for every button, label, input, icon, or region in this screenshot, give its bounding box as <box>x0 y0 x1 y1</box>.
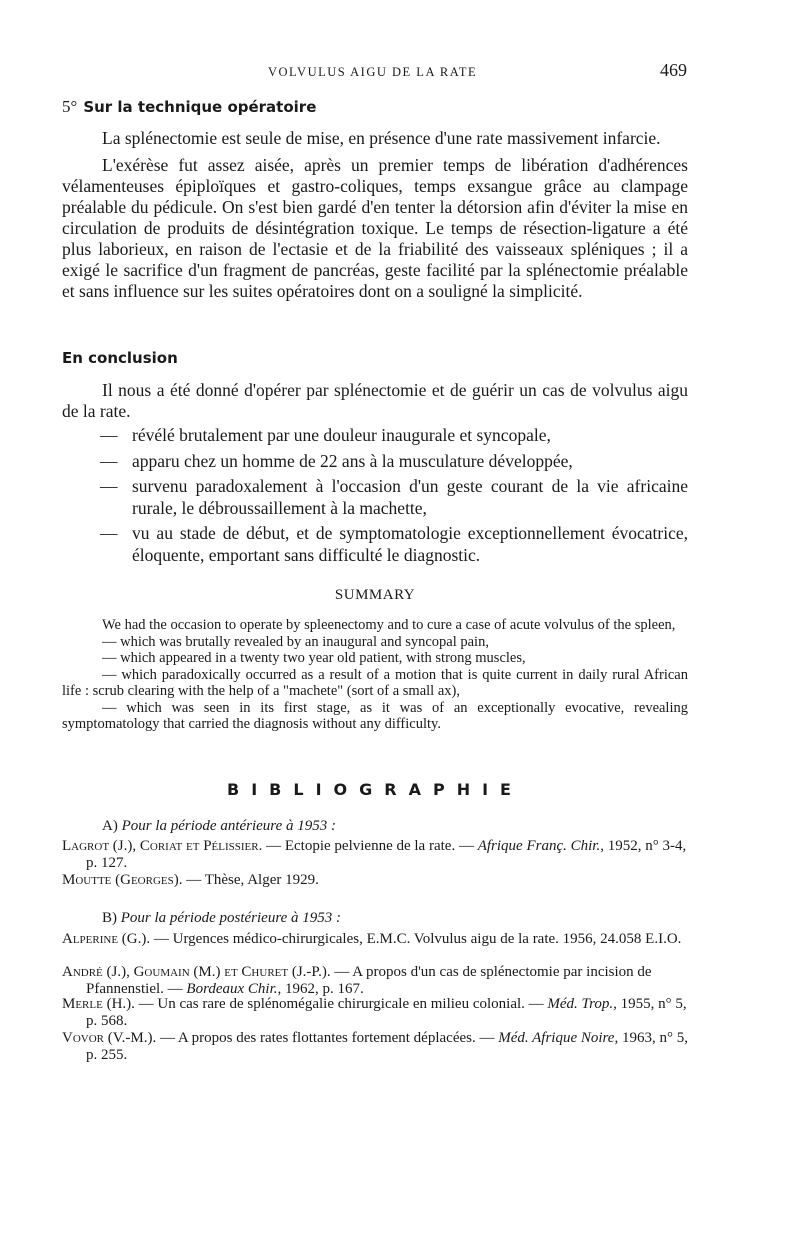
summary-line: — which was brutally revealed by an inaugural and syncopal pain, <box>102 633 489 650</box>
reference-entry <box>62 931 688 948</box>
reference-author: André (J.), Goumain (M.) et Churet (J.-P.). <box>62 964 331 980</box>
summary-body <box>62 617 688 733</box>
paragraph: La splénectomie est seule de mise, en présence d'une rate massivement infarcie. <box>102 128 661 148</box>
reference-text: — Urgences médico-chirurgicales, E.M.C. Volvulus aigu de la rate. 1956, 24.058 E.I.O. <box>150 931 682 947</box>
period-label: A) <box>102 818 118 834</box>
summary-line: — which appeared in a twenty two year old patient, with strong muscles, <box>102 650 526 666</box>
summary-title: SUMMARY <box>334 587 416 603</box>
reference-rest: , 1962, p. 167. <box>277 980 364 997</box>
reference-author: Alperine (G.). <box>62 931 151 947</box>
reference-journal: Méd. Trop. <box>547 996 614 1012</box>
conclusion-list <box>100 425 688 570</box>
reference-entry <box>62 1030 688 1063</box>
period-a-heading <box>102 818 336 835</box>
list-item: — révélé brutalement par une douleur inaugurale et syncopale, <box>100 425 688 447</box>
reference-rest: , 1963, n° 5, p. 255. <box>86 1030 688 1063</box>
section-body-technique <box>62 128 688 302</box>
period-b-heading <box>102 910 341 927</box>
reference-text: — Un cas rare de splénomégalie chirurgicale en milieu colonial. — <box>134 996 548 1012</box>
reference-rest: , 1955, n° 5, p. 568. <box>86 996 687 1029</box>
list-item: — apparu chez un homme de 22 ans à la musculature développée, <box>100 451 688 473</box>
reference-text: — Ectopie pelvienne de la rate. — <box>262 838 478 854</box>
paragraph: Il nous a été donné d'opérer par splénectomie et de guérir un cas de volvulus aigu de la rate. <box>62 380 688 421</box>
reference-journal: Bordeaux Chir. <box>186 980 278 997</box>
reference-entry <box>62 964 688 997</box>
summary-line: — which was seen in its first stage, as it was of an exceptionally evocative, revealing symptomatology that carried the diagnosis without any difficulty. <box>62 699 688 732</box>
section-heading-technique <box>62 97 316 117</box>
section-number: 5° <box>62 97 78 116</box>
list-item: — vu au stade de début, et de symptomatologie exceptionnellement évocatrice, éloquente, emportant sans difficulté le diagnostic. <box>100 523 688 566</box>
summary-intro: We had the occasion to operate by spleenectomy and to cure a case of acute volvulus of the spleen, <box>102 617 676 633</box>
reference-text: — A propos d'un cas de splénectomie par incision de Pfannenstiel. — <box>86 964 652 997</box>
reference-author: Vovor (V.-M.). <box>62 1030 157 1046</box>
reference-entry <box>62 996 688 1029</box>
paragraph: L'exérèse fut assez aisée, après un premier temps de libération d'adhérences vélamenteuses épiploïques et gastro-coliques, temps exsangue grâce au clampage préalable du pédicule. On s'est bien gardé d'en tenter la détorsion afin d'éviter la mise en circulation de produits de désintégration toxique. Le temps de résection-ligature a été plus laborieux, en raison de l'ectasie et de la friabilité des vaisseaux spléniques ; il a exigé le sacrifice d'un fragment de pancréas, geste facilité par la splénectomie préalable et sans influence sur les suites opératoires dont on a souligné la simplicité. <box>62 155 688 301</box>
reference-rest: , 1952, n° 3-4, p. 127. <box>86 838 687 871</box>
list-item: — survenu paradoxalement à l'occasion d'un geste courant de la vie africaine rurale, le débroussaillement à la machette, <box>100 476 688 519</box>
period-text: Pour la période antérieure à 1953 : <box>121 818 336 834</box>
summary-line: — which paradoxically occurred as a result of a motion that is quite current in daily rural African life : scrub clearing with the help of a "machete" (sort of a small ax), <box>62 666 688 699</box>
reference-entry <box>62 872 688 889</box>
running-title: VOLVULUS AIGU DE LA RATE <box>268 65 478 79</box>
reference-journal: Afrique Franç. Chir. <box>477 838 601 854</box>
reference-journal: Méd. Afrique Noire <box>498 1030 615 1046</box>
period-label: B) <box>102 910 117 926</box>
reference-entry <box>62 838 688 871</box>
reference-author: Moutte (Georges). <box>62 872 183 888</box>
conclusion-intro <box>62 380 688 422</box>
page-number: 469 <box>660 60 687 80</box>
reference-author: Lagrot (J.), Coriat et Pélissier. <box>62 838 263 854</box>
period-text: Pour la période postérieure à 1953 : <box>120 910 341 926</box>
reference-author: Merle (H.). <box>62 996 135 1012</box>
reference-text: — Thèse, Alger 1929. <box>182 872 319 888</box>
section-title: Sur la technique opératoire <box>83 98 317 116</box>
bibliography-title: BIBLIOGRAPHIE <box>227 780 523 799</box>
conclusion-heading: En conclusion <box>62 349 178 367</box>
reference-text: — A propos des rates flottantes fortement déplacées. — <box>156 1030 499 1046</box>
